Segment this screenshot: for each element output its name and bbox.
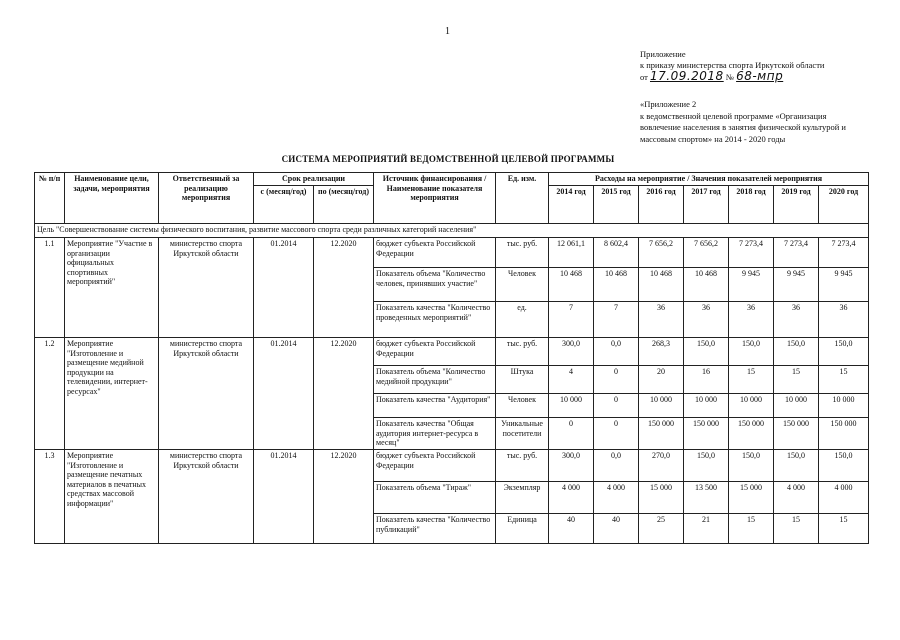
event-num: 1.2: [35, 338, 65, 450]
table-row: [35, 450, 869, 482]
row-value: 25: [639, 514, 684, 544]
header-from: с (месяц/год): [254, 186, 314, 224]
row-value: 16: [684, 366, 729, 394]
header-name: Наименование цели, задачи, мероприятия: [65, 173, 159, 224]
row-unit: Человек: [496, 394, 549, 418]
row-source: Показатель объема "Количество человек, принявших участие": [374, 268, 496, 302]
row-value: 0,0: [594, 338, 639, 366]
row-value: 0: [594, 394, 639, 418]
row-source: бюджет субъекта Российской Федерации: [374, 238, 496, 268]
header-year: 2015 год: [594, 186, 639, 224]
row-source: Показатель объема "Количество медийной продукции": [374, 366, 496, 394]
row-value: 150,0: [729, 338, 774, 366]
row-value: 36: [774, 302, 819, 338]
row-value: 40: [549, 514, 594, 544]
header-row-1: [35, 173, 869, 186]
row-value: 15 000: [729, 482, 774, 514]
row-source: бюджет субъекта Российской Федерации: [374, 450, 496, 482]
row-value: 10 468: [549, 268, 594, 302]
row-value: 36: [729, 302, 774, 338]
row-unit: Экземпляр: [496, 482, 549, 514]
row-value: 300,0: [549, 450, 594, 482]
header-to: по (месяц/год): [314, 186, 374, 224]
row-value: 300,0: [549, 338, 594, 366]
row-value: 10 000: [774, 394, 819, 418]
row-value: 15: [819, 514, 869, 544]
row-value: 10 000: [819, 394, 869, 418]
header-source: Источник финансирования / Наименование показателя мероприятия: [374, 173, 496, 224]
approval-date-line: [640, 71, 890, 83]
row-value: 150,0: [684, 450, 729, 482]
row-value: 150,0: [729, 450, 774, 482]
event-to: 12.2020: [314, 338, 374, 450]
row-value: 21: [684, 514, 729, 544]
row-value: 4 000: [774, 482, 819, 514]
events-table: [34, 172, 869, 544]
row-source: Показатель качества "Общая аудитория интернет-ресурса в месяц": [374, 418, 496, 450]
header-year: 2014 год: [549, 186, 594, 224]
row-value: 20: [639, 366, 684, 394]
row-value: 150 000: [819, 418, 869, 450]
event-name: Мероприятие "Изготовление и размещение печатных материалов в печатных средствах массовой информации": [65, 450, 159, 544]
row-unit: Человек: [496, 268, 549, 302]
row-unit: тыс. руб.: [496, 450, 549, 482]
row-unit: тыс. руб.: [496, 238, 549, 268]
event-name: Мероприятие "Участие в организации официальных спортивных мероприятий": [65, 238, 159, 338]
header-num: № п/п: [35, 173, 65, 224]
row-value: 9 945: [819, 268, 869, 302]
event-responsible: министерство спорта Иркутской области: [159, 238, 254, 338]
event-num: 1.3: [35, 450, 65, 544]
row-unit: Единица: [496, 514, 549, 544]
row-value: 7 273,4: [819, 238, 869, 268]
row-value: 150,0: [684, 338, 729, 366]
event-from: 01.2014: [254, 238, 314, 338]
row-value: 36: [819, 302, 869, 338]
event-name: Мероприятие "Изготовление и размещение медийной продукции на телевидении, интернет-ресурсах": [65, 338, 159, 450]
header-year: 2019 год: [774, 186, 819, 224]
row-unit: Уникальные посетители: [496, 418, 549, 450]
approval-date: 17.09.2018: [649, 69, 724, 83]
row-value: 36: [684, 302, 729, 338]
page-number: 1: [445, 26, 450, 37]
approval-line-2: к приказу министерства спорта Иркутской области: [640, 60, 825, 70]
document-title: СИСТЕМА МЕРОПРИЯТИЙ ВЕДОМСТВЕННОЙ ЦЕЛЕВОЙ ПРОГРАММЫ: [281, 154, 615, 164]
header-responsible: Ответственный за реализацию мероприятия: [159, 173, 254, 224]
row-value: 150,0: [819, 450, 869, 482]
goal-row: [35, 224, 869, 238]
row-value: 0: [549, 418, 594, 450]
row-value: 7: [549, 302, 594, 338]
annex-line-1: «Приложение 2: [640, 99, 697, 109]
row-value: 4 000: [819, 482, 869, 514]
row-value: 150 000: [774, 418, 819, 450]
event-from: 01.2014: [254, 338, 314, 450]
row-value: 9 945: [774, 268, 819, 302]
row-value: 10 000: [549, 394, 594, 418]
number-label: №: [725, 72, 734, 82]
annex-line-3: вовлечение населения в занятия физической культурой и: [640, 122, 846, 132]
table-row: [35, 338, 869, 366]
header-expenses: Расходы на мероприятие / Значения показателей мероприятия: [549, 173, 869, 186]
row-source: бюджет субъекта Российской Федерации: [374, 338, 496, 366]
row-unit: ед.: [496, 302, 549, 338]
from-label: от: [640, 72, 648, 82]
event-responsible: министерство спорта Иркутской области: [159, 338, 254, 450]
header-year: 2018 год: [729, 186, 774, 224]
row-value: 7 273,4: [774, 238, 819, 268]
row-source: Показатель качества "Количество проведенных мероприятий": [374, 302, 496, 338]
row-value: 15: [729, 514, 774, 544]
row-value: 15: [774, 366, 819, 394]
row-unit: тыс. руб.: [496, 338, 549, 366]
row-value: 4: [549, 366, 594, 394]
row-value: 40: [594, 514, 639, 544]
header-year: 2017 год: [684, 186, 729, 224]
row-value: 15: [774, 514, 819, 544]
approval-block: [640, 49, 890, 83]
row-source: Показатель объема "Тираж": [374, 482, 496, 514]
approval-line-1: Приложение: [640, 49, 686, 59]
header-year: 2020 год: [819, 186, 869, 224]
row-value: 150,0: [774, 338, 819, 366]
row-value: 270,0: [639, 450, 684, 482]
row-value: 4 000: [594, 482, 639, 514]
header-unit: Ед. изм.: [496, 173, 549, 224]
row-value: 9 945: [729, 268, 774, 302]
row-value: 15: [819, 366, 869, 394]
row-source: Показатель качества "Количество публикаций": [374, 514, 496, 544]
table-row: [35, 238, 869, 268]
goal-text: Цель "Совершенствование системы физического воспитания, развитие массового спорта среди различных категорий населения": [35, 224, 869, 238]
row-source: Показатель качества "Аудитория": [374, 394, 496, 418]
row-value: 7 656,2: [684, 238, 729, 268]
row-value: 10 000: [639, 394, 684, 418]
row-value: 36: [639, 302, 684, 338]
row-value: 10 468: [684, 268, 729, 302]
row-value: 268,3: [639, 338, 684, 366]
row-value: 150 000: [729, 418, 774, 450]
row-value: 0: [594, 418, 639, 450]
row-value: 10 000: [729, 394, 774, 418]
row-value: 10 468: [594, 268, 639, 302]
annex-line-2: к ведомственной целевой программе «Организация: [640, 110, 827, 121]
row-value: 0: [594, 366, 639, 394]
annex-line-4: массовым спортом» на 2014 - 2020 годы: [640, 133, 786, 144]
annex-block: [640, 99, 890, 145]
event-to: 12.2020: [314, 238, 374, 338]
event-num: 1.1: [35, 238, 65, 338]
event-responsible: министерство спорта Иркутской области: [159, 450, 254, 544]
row-value: 0,0: [594, 450, 639, 482]
approval-number: 68-мпр: [736, 69, 784, 83]
row-value: 7 273,4: [729, 238, 774, 268]
row-value: 150 000: [684, 418, 729, 450]
row-value: 7: [594, 302, 639, 338]
row-value: 4 000: [549, 482, 594, 514]
row-value: 12 061,1: [549, 238, 594, 268]
row-value: 15 000: [639, 482, 684, 514]
row-value: 8 602,4: [594, 238, 639, 268]
row-value: 15: [729, 366, 774, 394]
row-value: 150,0: [819, 338, 869, 366]
row-value: 150 000: [639, 418, 684, 450]
row-value: 10 000: [684, 394, 729, 418]
row-unit: Штука: [496, 366, 549, 394]
event-to: 12.2020: [314, 450, 374, 544]
row-value: 10 468: [639, 268, 684, 302]
header-year: 2016 год: [639, 186, 684, 224]
row-value: 7 656,2: [639, 238, 684, 268]
row-value: 13 500: [684, 482, 729, 514]
header-period: Срок реализации: [254, 173, 374, 186]
row-value: 150,0: [774, 450, 819, 482]
event-from: 01.2014: [254, 450, 314, 544]
